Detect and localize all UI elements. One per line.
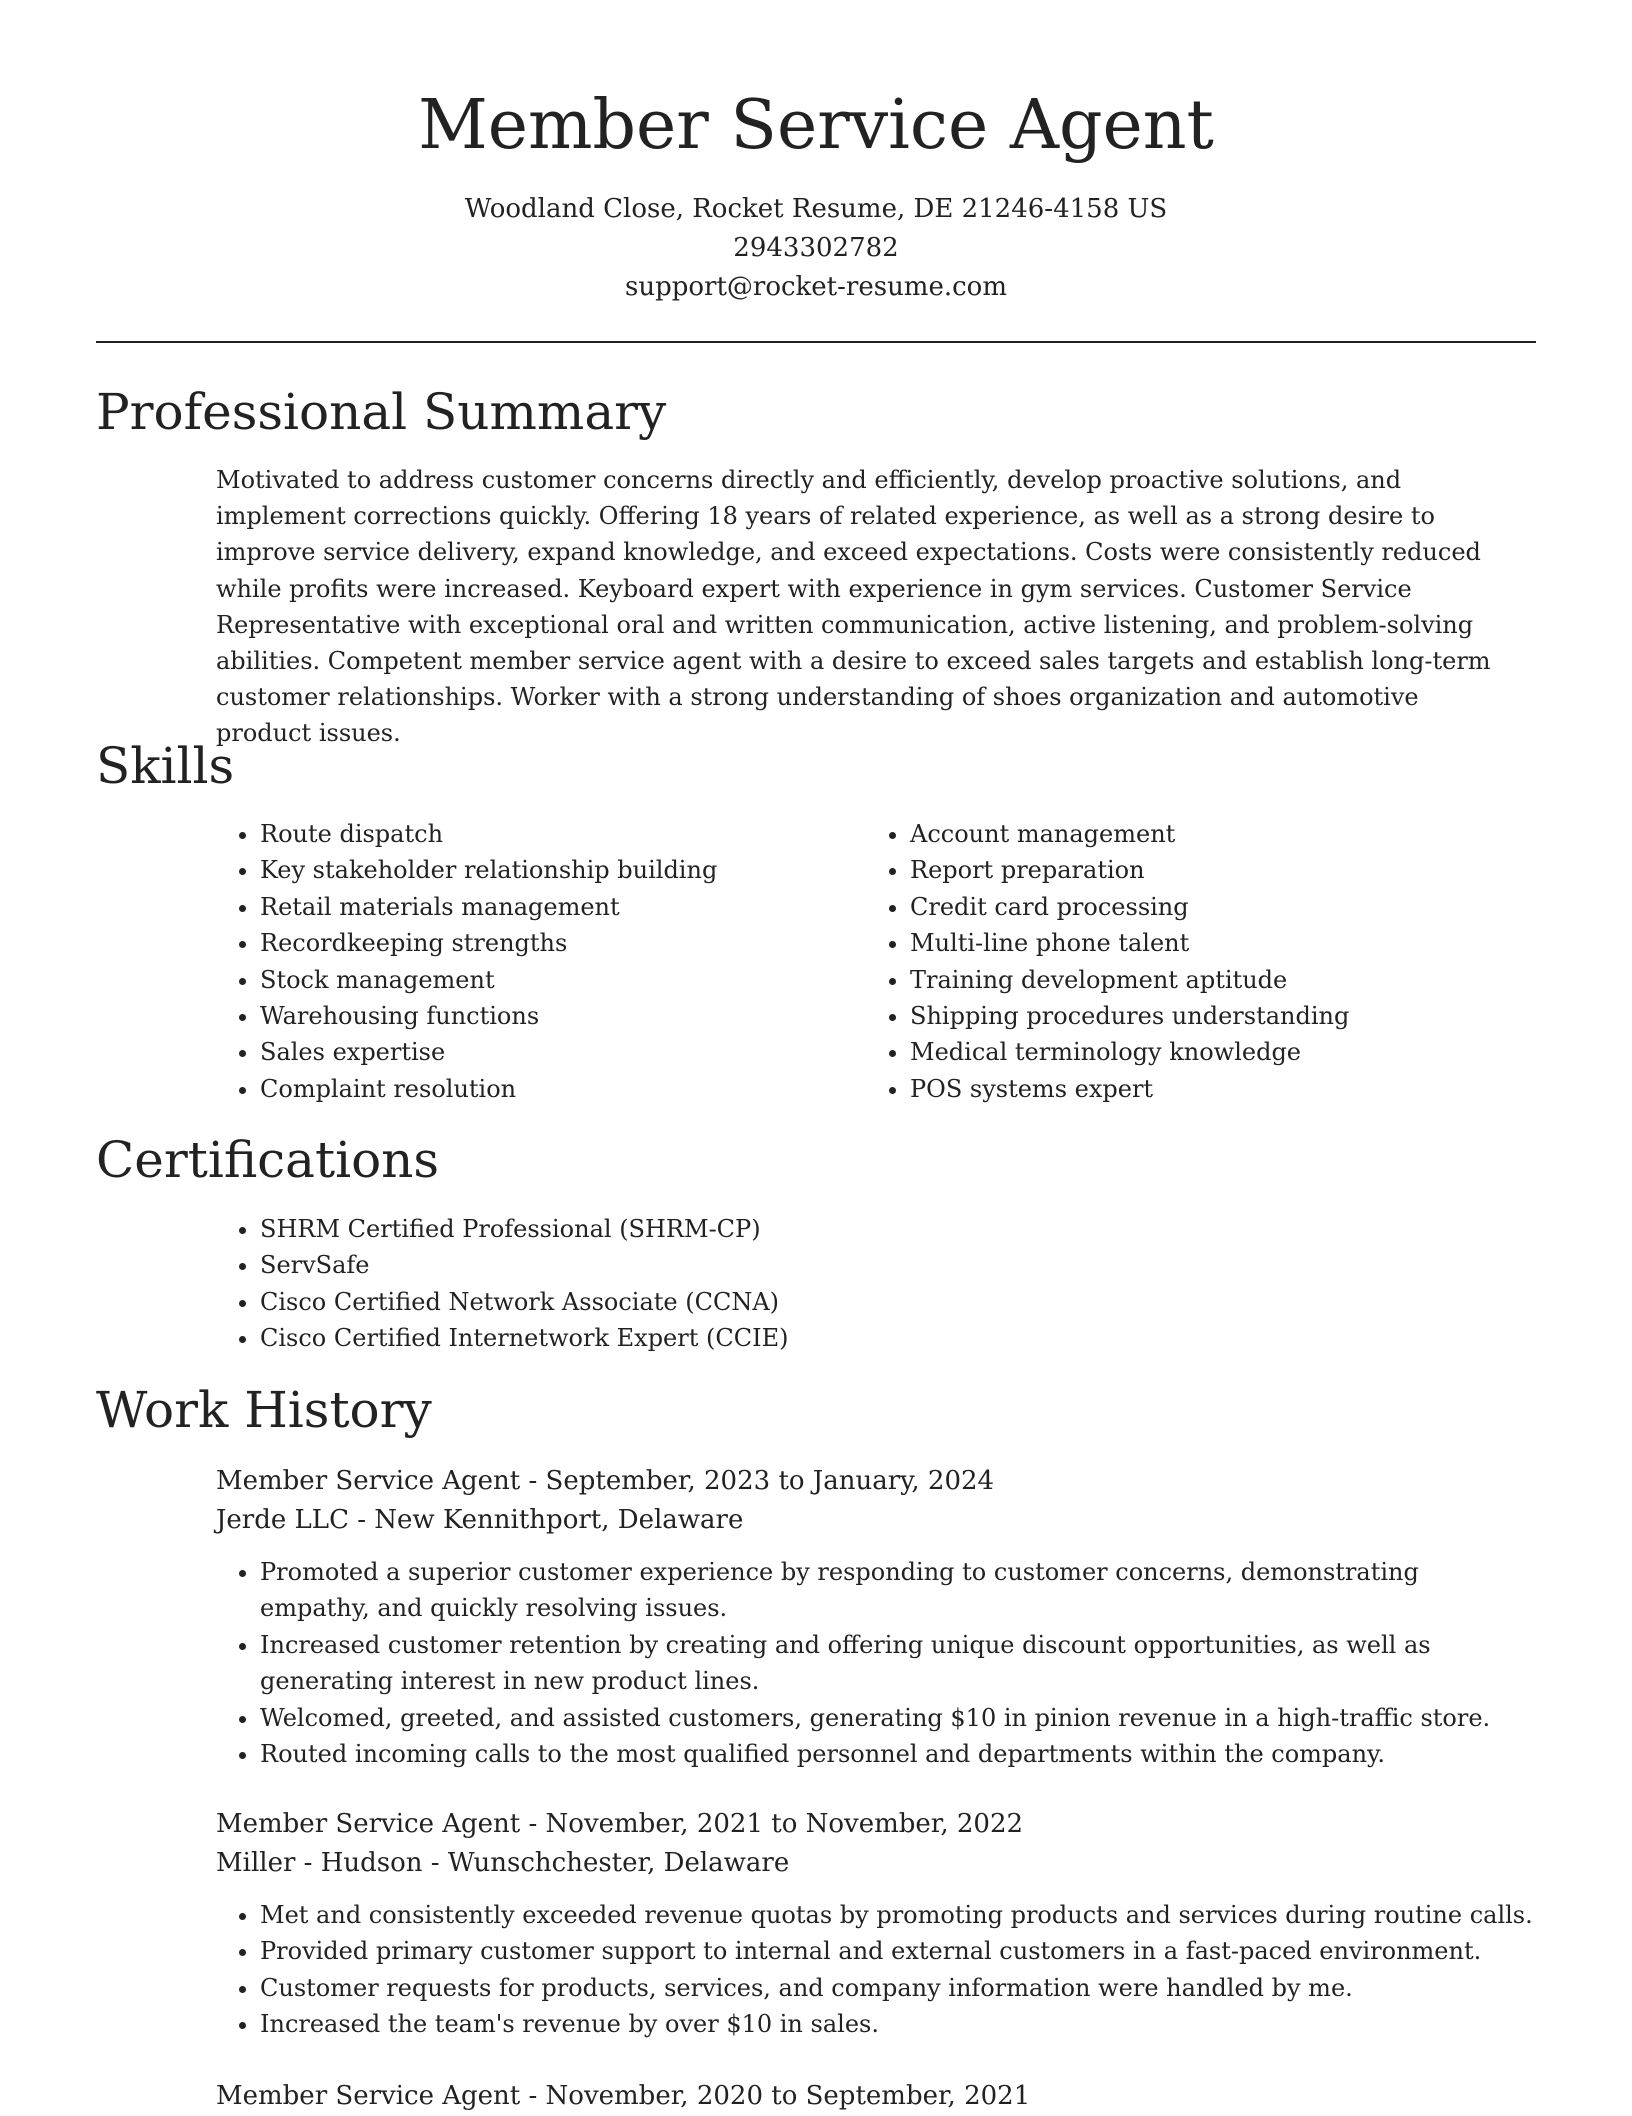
job-title-line: [216, 1805, 1536, 1844]
job-duty: • Promoted a superior customer experience by responding to customer concerns, demonstrating empathy, and quickly resolving issues.: [260, 1554, 1536, 1627]
job-company-line: [216, 1844, 1536, 1883]
skill-item: • Complaint resolution: [260, 1071, 866, 1107]
contact-email: support@rocket-resume.com: [624, 272, 1007, 302]
job-company-line: [216, 1501, 1536, 1540]
certification-item: • ServSafe: [260, 1247, 1516, 1283]
summary-heading: Professional Summary: [96, 383, 667, 441]
certification-item: • SHRM Certified Professional (SHRM-CP): [260, 1211, 1516, 1247]
skill-item: • Key stakeholder relationship building: [260, 852, 866, 888]
job-title-line: [216, 2077, 1536, 2116]
certification-item: • Cisco Certified Network Associate (CCNA): [260, 1284, 1516, 1320]
job-location: - New Kennithport, Delaware: [348, 1505, 744, 1535]
summary-text: Motivated to address customer concerns directly and efficiently, develop proactive solutions, and implement corrections quickly. Offering 18 years of related experience, as well as a strong desire to improve service delivery, expand knowledge, and exceed expectations. Costs were consistently reduced while profits were increased. Keyboard expert with experience in gym services. Customer Service Representative with exceptional oral and written communication, active listening, and problem-solving abilities. Competent member service agent with a desire to exceed sales targets and establish long-term customer relationships. Worker with a strong understanding of shoes organization and automotive product issues.: [216, 466, 1491, 748]
candidate-name: Member Service Agent: [418, 86, 1214, 165]
skills-heading: Skills: [96, 737, 235, 795]
job-dates: - November, 2021 to November, 2022: [520, 1809, 1024, 1839]
skill-item: • Retail materials management: [260, 889, 866, 925]
job-duty: • Customer requests for products, services, and company information were handled by me.: [260, 1970, 1536, 2006]
skill-item: • Training development aptitude: [910, 962, 1516, 998]
job-dates: - November, 2020 to September, 2021: [520, 2081, 1031, 2111]
skill-item: • Sales expertise: [260, 1034, 866, 1070]
certification-item: • Cisco Certified Internetwork Expert (CCIE): [260, 1320, 1516, 1356]
job-title: Member Service Agent: [216, 2081, 521, 2111]
certifications-list: [216, 1211, 1516, 1357]
skill-item: • Medical terminology knowledge: [910, 1034, 1516, 1070]
skill-item: • Account management: [910, 816, 1516, 852]
job-title: Member Service Agent: [216, 1466, 521, 1496]
skills-column-left: [216, 816, 866, 1107]
job-dates: - September, 2023 to January, 2024: [520, 1466, 995, 1496]
skills-list: [216, 816, 1516, 1107]
job-duties: [216, 1897, 1536, 2043]
job-duties: [216, 1554, 1536, 1772]
skill-item: • Shipping procedures understanding: [910, 998, 1516, 1034]
skill-item: • Recordkeeping strengths: [260, 925, 866, 961]
skill-item: • Credit card processing: [910, 889, 1516, 925]
skill-item: • Route dispatch: [260, 816, 866, 852]
header-divider: [96, 341, 1536, 343]
contact-phone: 2943302782: [733, 233, 899, 263]
certifications-heading: Certifications: [96, 1131, 440, 1189]
work-history-heading: Work History: [96, 1381, 432, 1439]
resume-header: [0, 0, 1632, 307]
job-title-line: [216, 1462, 1536, 1501]
job-entry: [216, 1805, 1536, 2043]
skill-item: • Report preparation: [910, 852, 1516, 888]
contact-block: [0, 190, 1632, 307]
job-duty: • Provided primary customer support to internal and external customers in a fast-paced environment.: [260, 1933, 1536, 1969]
job-company: Miller - Hudson: [216, 1848, 423, 1878]
job-entry: [216, 2077, 1536, 2116]
job-title: Member Service Agent: [216, 1809, 521, 1839]
skill-item: • Warehousing functions: [260, 998, 866, 1034]
skills-column-right: [866, 816, 1516, 1107]
job-entry: [216, 1462, 1536, 1772]
job-duty: • Welcomed, greeted, and assisted customers, generating $10 in pinion revenue in a high-traffic store.: [260, 1700, 1536, 1736]
job-duty: • Routed incoming calls to the most qualified personnel and departments within the company.: [260, 1736, 1536, 1772]
contact-address: Woodland Close, Rocket Resume, DE 21246-4158 US: [464, 194, 1168, 224]
job-company: Jerde LLC: [216, 1505, 349, 1535]
skill-item: • Stock management: [260, 962, 866, 998]
skill-item: • POS systems expert: [910, 1071, 1516, 1107]
skill-item: • Multi-line phone talent: [910, 925, 1516, 961]
job-duty: • Increased the team's revenue by over $10 in sales.: [260, 2006, 1536, 2042]
job-duty: • Met and consistently exceeded revenue quotas by promoting products and services during routine calls.: [260, 1897, 1536, 1933]
job-duty: • Increased customer retention by creating and offering unique discount opportunities, as well as generating interest in new product lines.: [260, 1627, 1536, 1700]
job-location: - Wunschchester, Delaware: [422, 1848, 790, 1878]
